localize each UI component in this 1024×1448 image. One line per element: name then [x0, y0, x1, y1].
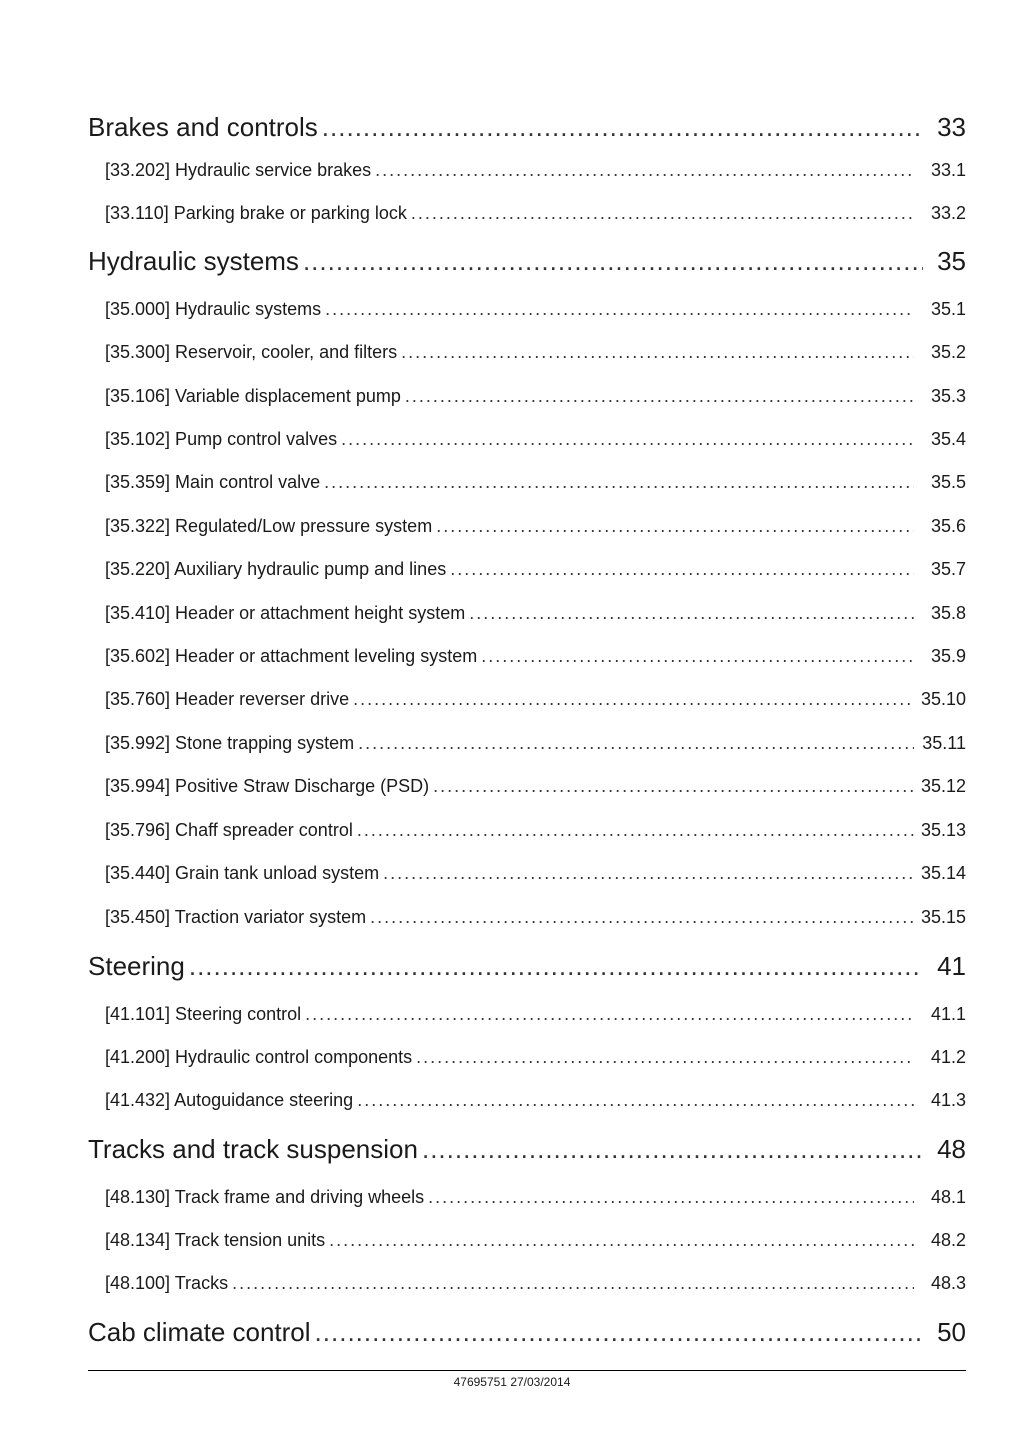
dot-leader	[189, 951, 923, 982]
dot-leader	[383, 863, 914, 884]
toc-page-number: 35.1	[930, 299, 966, 319]
dot-leader	[232, 1273, 914, 1294]
toc-page-number: 48.2	[930, 1230, 966, 1250]
toc-section-35-796[interactable]	[88, 820, 966, 841]
toc-section-35-994[interactable]	[88, 776, 966, 797]
toc-section-35-440[interactable]	[88, 863, 966, 884]
toc-title: [35.220] Auxiliary hydraulic pump and lines	[105, 559, 447, 579]
toc-page-number: 35.10	[920, 689, 966, 709]
toc-section-35-410[interactable]	[88, 603, 966, 624]
dot-leader	[341, 429, 914, 450]
toc-page-number: 35.8	[930, 603, 966, 623]
dot-leader	[405, 386, 914, 407]
toc-chapter-tracks-and-track-suspension[interactable]	[88, 1134, 966, 1165]
toc-section-35-102[interactable]	[88, 429, 966, 450]
toc-page-number: 48.3	[930, 1273, 966, 1293]
toc-title: Steering	[88, 951, 185, 981]
toc-page-number: 41.1	[930, 1004, 966, 1024]
toc-title: [35.322] Regulated/Low pressure system	[105, 516, 433, 536]
toc-page-number: 50	[937, 1317, 966, 1347]
toc-page-number: 35	[937, 246, 966, 276]
dot-leader	[401, 342, 914, 363]
toc-section-41-200[interactable]	[88, 1047, 966, 1068]
toc-section-35-450[interactable]	[88, 907, 966, 928]
dot-leader	[357, 820, 914, 841]
toc-title: Cab climate control	[88, 1317, 311, 1347]
toc-page-number: 35.6	[930, 516, 966, 536]
toc-page-number: 35.7	[930, 559, 966, 579]
toc-title: [35.440] Grain tank unload system	[105, 863, 380, 883]
toc-section-48-100[interactable]	[88, 1273, 966, 1294]
toc-section-35-359[interactable]	[88, 472, 966, 493]
toc-page-number: 35.11	[922, 733, 966, 753]
dot-leader	[469, 603, 914, 624]
toc-title: Tracks and track suspension	[88, 1134, 418, 1164]
toc-chapter-brakes-and-controls[interactable]	[88, 112, 966, 143]
toc-title: [35.450] Traction variator system	[105, 907, 367, 927]
toc-title: [35.602] Header or attachment leveling system	[105, 646, 478, 666]
dot-leader	[324, 472, 914, 493]
toc-page-number: 41	[937, 951, 966, 981]
toc-title: [35.796] Chaff spreader control	[105, 820, 353, 840]
toc-title: Hydraulic systems	[88, 246, 299, 276]
toc-section-33-110[interactable]	[88, 203, 966, 224]
toc-title: [35.000] Hydraulic systems	[105, 299, 322, 319]
toc-page-number: 33.2	[930, 203, 966, 223]
dot-leader	[358, 733, 914, 754]
toc-section-35-000[interactable]	[88, 299, 966, 320]
dot-leader	[375, 160, 914, 181]
dot-leader	[322, 112, 923, 143]
footer-document-id: 47695751 27/03/2014	[453, 1375, 571, 1389]
toc-title: [48.100] Tracks	[105, 1273, 229, 1293]
toc-title: [35.410] Header or attachment height system	[105, 603, 466, 623]
toc-title: [48.134] Track tension units	[105, 1230, 326, 1250]
toc-chapter-steering[interactable]	[88, 951, 966, 982]
toc-title: [33.202] Hydraulic service brakes	[105, 160, 372, 180]
toc-section-35-106[interactable]	[88, 386, 966, 407]
dot-leader	[433, 776, 914, 797]
toc-title: [33.110] Parking brake or parking lock	[105, 203, 407, 223]
toc-page-number: 35.3	[930, 386, 966, 406]
toc-page-number: 41.3	[930, 1090, 966, 1110]
toc-title: Brakes and controls	[88, 112, 318, 142]
toc-chapter-hydraulic-systems[interactable]	[88, 246, 966, 277]
toc-section-35-760[interactable]	[88, 689, 966, 710]
toc-section-35-992[interactable]	[88, 733, 966, 754]
toc-page-number: 35.12	[920, 776, 966, 796]
toc-page-number: 35.4	[930, 429, 966, 449]
toc-title: [35.106] Variable displacement pump	[105, 386, 401, 406]
toc-page-number: 33	[937, 112, 966, 142]
toc-page-number: 33.1	[930, 160, 966, 180]
toc-chapter-cab-climate-control[interactable]	[88, 1317, 966, 1348]
dot-leader	[329, 1230, 914, 1251]
toc-page-number: 35.5	[930, 472, 966, 492]
toc-section-35-602[interactable]	[88, 646, 966, 667]
toc-title: [41.432] Autoguidance steering	[105, 1090, 354, 1110]
dot-leader	[303, 246, 923, 277]
dot-leader	[315, 1317, 924, 1348]
toc-title: [35.994] Positive Straw Discharge (PSD)	[105, 776, 430, 796]
toc-title: [35.359] Main control valve	[105, 472, 321, 492]
toc-section-41-432[interactable]	[88, 1090, 966, 1111]
toc-title: [48.130] Track frame and driving wheels	[105, 1187, 425, 1207]
dot-leader	[305, 1004, 914, 1025]
dot-leader	[450, 559, 914, 580]
toc-section-48-130[interactable]	[88, 1187, 966, 1208]
dot-leader	[357, 1090, 914, 1111]
dot-leader	[353, 689, 914, 710]
toc-section-33-202[interactable]	[88, 160, 966, 181]
dot-leader	[422, 1134, 923, 1165]
toc-page-number: 48.1	[930, 1187, 966, 1207]
toc-page-number: 35.2	[930, 342, 966, 362]
toc-page-number: 35.15	[920, 907, 966, 927]
dot-leader	[428, 1187, 914, 1208]
dot-leader	[416, 1047, 914, 1068]
toc-section-48-134[interactable]	[88, 1230, 966, 1251]
toc-title: [35.992] Stone trapping system	[105, 733, 355, 753]
footer-divider	[88, 1370, 966, 1371]
dot-leader	[436, 516, 914, 537]
toc-page-number: 41.2	[930, 1047, 966, 1067]
toc-page-number: 35.9	[930, 646, 966, 666]
dot-leader	[481, 646, 914, 667]
toc-page-number: 35.13	[920, 820, 966, 840]
toc-title: [41.101] Steering control	[105, 1004, 302, 1024]
toc-title: [35.102] Pump control valves	[105, 429, 338, 449]
dot-leader	[411, 203, 914, 224]
dot-leader	[325, 299, 914, 320]
toc-title: [41.200] Hydraulic control components	[105, 1047, 413, 1067]
toc-page-number: 35.14	[920, 863, 966, 883]
toc-page-number: 48	[937, 1134, 966, 1164]
toc-title: [35.760] Header reverser drive	[105, 689, 350, 709]
toc-section-35-220[interactable]	[88, 559, 966, 580]
toc-section-35-322[interactable]	[88, 516, 966, 537]
toc-section-35-300[interactable]	[88, 342, 966, 363]
toc-title: [35.300] Reservoir, cooler, and filters	[105, 342, 398, 362]
toc-section-41-101[interactable]	[88, 1004, 966, 1025]
dot-leader	[370, 907, 914, 928]
